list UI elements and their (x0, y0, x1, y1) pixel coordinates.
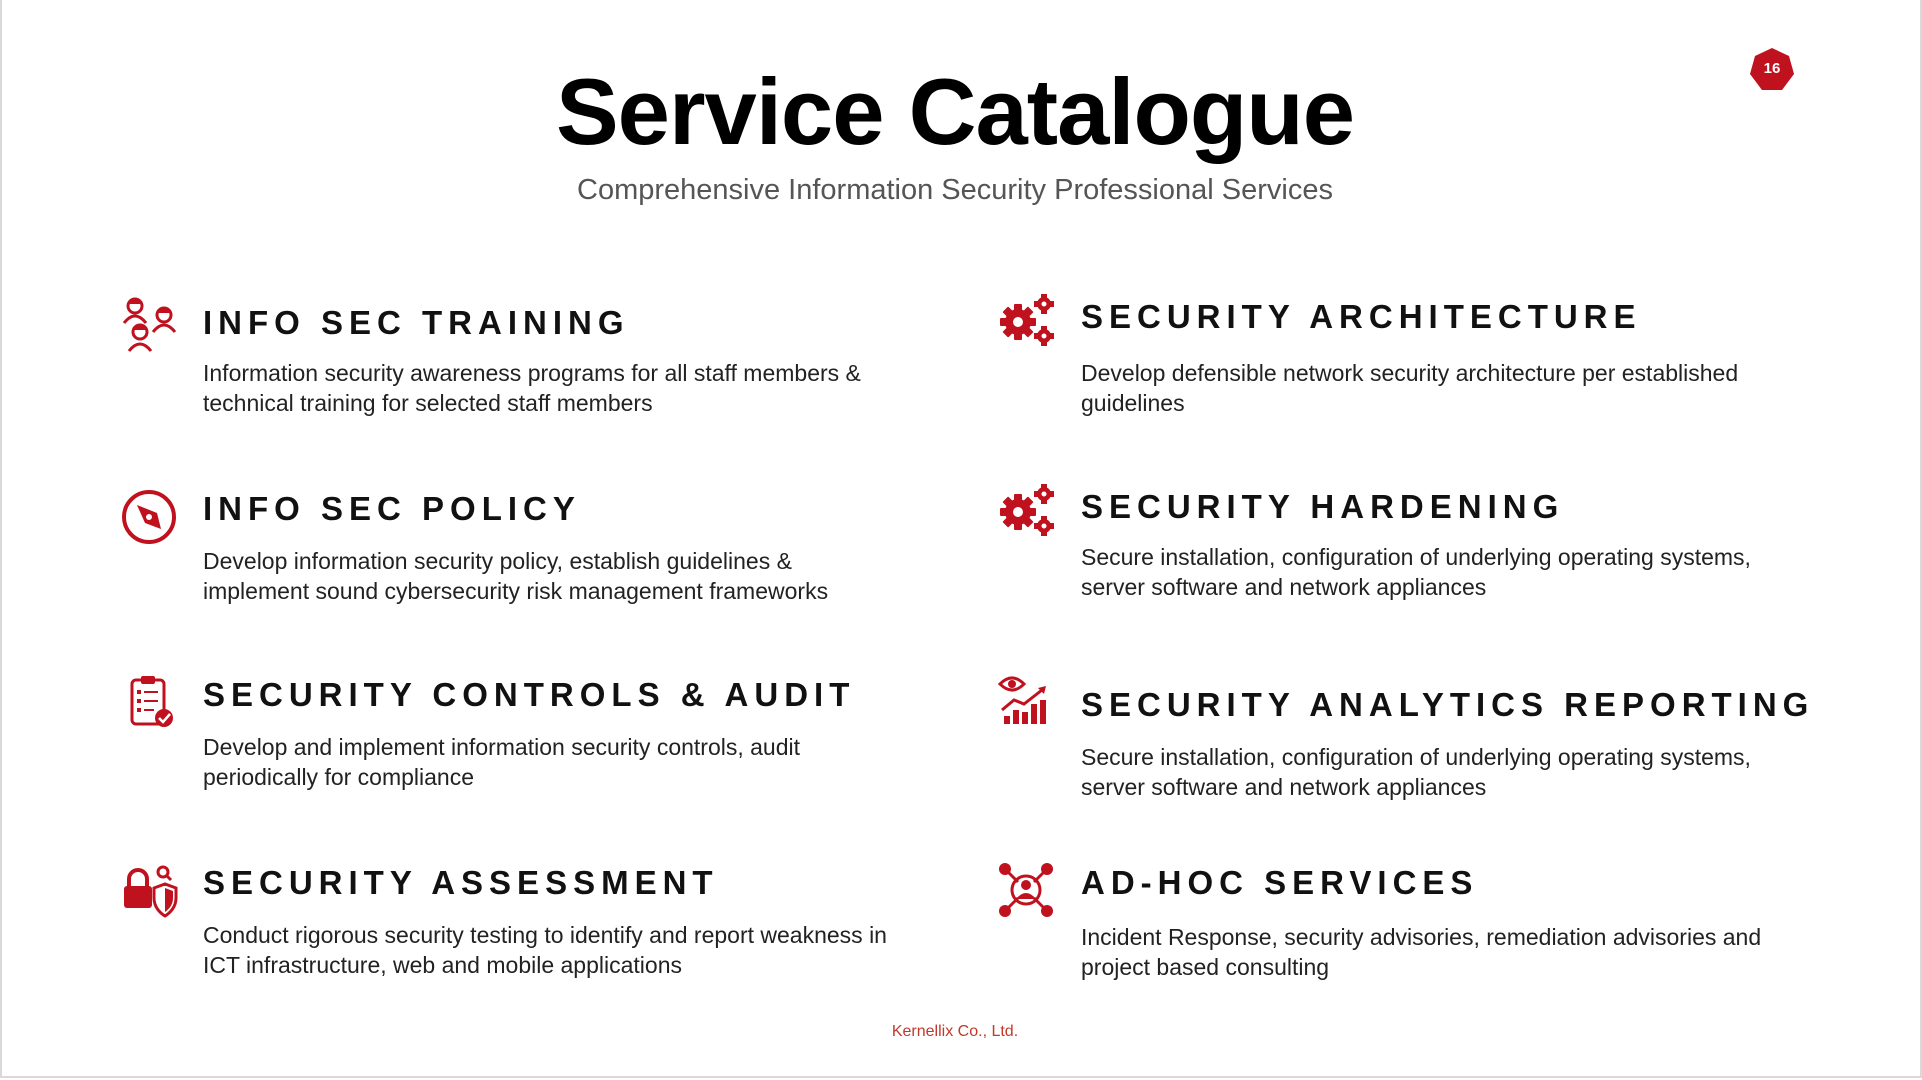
service-title: SECURITY CONTROLS & AUDIT (203, 676, 856, 713)
service-security-assessment (120, 862, 920, 982)
compass-icon (120, 488, 180, 548)
service-info-sec-training (120, 296, 920, 416)
service-security-hardening (998, 484, 1798, 604)
gears-icon (998, 294, 1058, 354)
service-title: SECURITY ANALYTICS REPORTING (1081, 686, 1815, 723)
gears-icon (998, 484, 1058, 544)
page-subtitle: Comprehensive Information Security Professional Services (577, 174, 1333, 206)
service-security-analytics-reporting (998, 672, 1815, 802)
service-description: Develop information security policy, establish guidelines & implement sound cybersecurity risk management frameworks (203, 548, 829, 604)
service-description: Develop and implement information security controls, audit periodically for compliance (203, 734, 801, 790)
checklist-clipboard-icon (128, 674, 188, 734)
lock-shield-icon (120, 864, 180, 924)
service-description: Conduct rigorous security testing to identify and report weakness in ICT infrastructure, web and mobile applications (203, 922, 887, 978)
service-title: INFO SEC POLICY (203, 490, 581, 527)
service-description: Incident Response, security advisories, remediation advisories and project based consulting (1081, 924, 1762, 980)
service-security-architecture (998, 294, 1798, 414)
service-info-sec-policy (120, 486, 920, 606)
service-security-controls-audit (120, 674, 920, 794)
service-title: SECURITY ASSESSMENT (203, 864, 719, 901)
people-group-icon (120, 296, 180, 356)
service-title: SECURITY HARDENING (1081, 488, 1565, 525)
service-description: Develop defensible network security architecture per established guidelines (1081, 360, 1739, 416)
footer-company: Kernellix Co., Ltd. (891, 1023, 1019, 1040)
service-ad-hoc-services (998, 862, 1798, 982)
network-person-icon (998, 862, 1058, 922)
service-description: Secure installation, configuration of underlying operating systems, server software and network appliances (1081, 744, 1751, 800)
service-description: Information security awareness programs for all staff members & technical training for selected staff members (203, 360, 861, 416)
page-number-badge (1748, 46, 1796, 94)
service-title: AD-HOC SERVICES (1081, 864, 1479, 901)
page-number: 16 (1763, 60, 1781, 77)
page-title: Service Catalogue (555, 59, 1355, 164)
eye-chart-icon (998, 672, 1058, 732)
service-description: Secure installation, configuration of underlying operating systems, server software and network appliances (1081, 544, 1751, 600)
service-title: INFO SEC TRAINING (203, 304, 630, 341)
service-title: SECURITY ARCHITECTURE (1081, 298, 1642, 335)
